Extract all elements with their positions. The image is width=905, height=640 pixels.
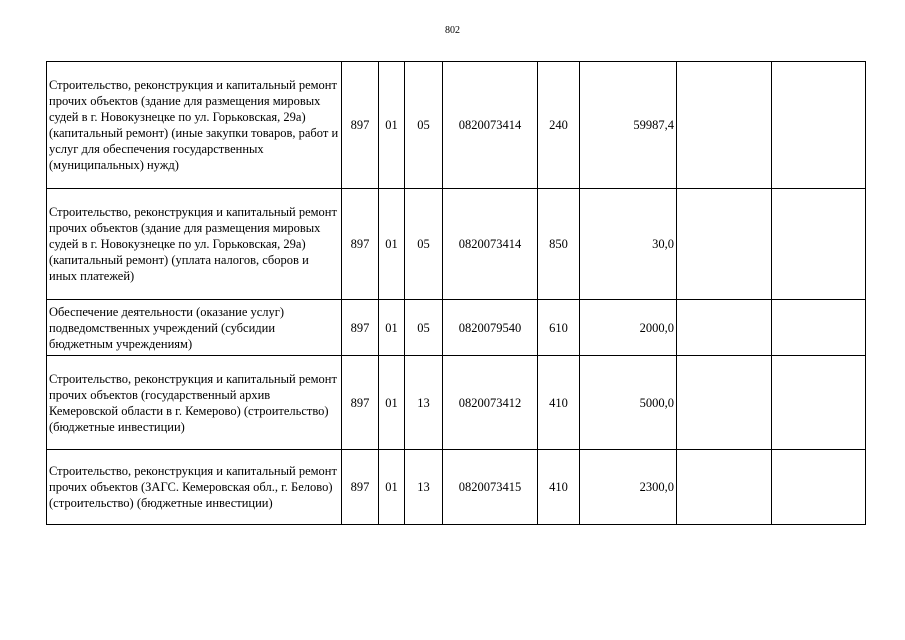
budget-table bbox=[46, 61, 866, 525]
expense-type-code: 410 bbox=[538, 450, 580, 525]
table-row bbox=[47, 62, 866, 189]
subsection-code: 05 bbox=[405, 189, 443, 300]
target-article-code: 0820073414 bbox=[443, 62, 538, 189]
extra-column-1 bbox=[677, 62, 772, 189]
target-article-code: 0820073412 bbox=[443, 356, 538, 450]
target-article-code: 0820073415 bbox=[443, 450, 538, 525]
row-description: Строительство, реконструкция и капитальный ремонт прочих объектов (государственный архив Кемеровской области в г. Кемерово) (строительство) (бюджетные инвестиции) bbox=[47, 356, 342, 450]
expense-type-code: 610 bbox=[538, 300, 580, 356]
extra-column-2 bbox=[772, 300, 866, 356]
amount: 30,0 bbox=[580, 189, 677, 300]
subsection-code: 05 bbox=[405, 300, 443, 356]
section-code: 01 bbox=[379, 450, 405, 525]
extra-column-2 bbox=[772, 450, 866, 525]
extra-column-1 bbox=[677, 450, 772, 525]
row-description: Обеспечение деятельности (оказание услуг) подведомственных учреждений (субсидии бюджетным учреждениям) bbox=[47, 300, 342, 356]
subsection-code: 13 bbox=[405, 450, 443, 525]
extra-column-2 bbox=[772, 62, 866, 189]
ministry-code: 897 bbox=[342, 189, 379, 300]
expense-type-code: 240 bbox=[538, 62, 580, 189]
table-row bbox=[47, 189, 866, 300]
ministry-code: 897 bbox=[342, 450, 379, 525]
table-row bbox=[47, 300, 866, 356]
row-description: Строительство, реконструкция и капитальный ремонт прочих объектов (здание для размещения мировых судей в г. Новокузнецке по ул. Горьковская, 29а) (капитальный ремонт) (уплата налогов, сборов и иных платежей) bbox=[47, 189, 342, 300]
amount: 5000,0 bbox=[580, 356, 677, 450]
expense-type-code: 850 bbox=[538, 189, 580, 300]
subsection-code: 13 bbox=[405, 356, 443, 450]
target-article-code: 0820073414 bbox=[443, 189, 538, 300]
ministry-code: 897 bbox=[342, 300, 379, 356]
ministry-code: 897 bbox=[342, 356, 379, 450]
extra-column-1 bbox=[677, 356, 772, 450]
amount: 59987,4 bbox=[580, 62, 677, 189]
page-number: 802 bbox=[445, 25, 460, 36]
amount: 2300,0 bbox=[580, 450, 677, 525]
section-code: 01 bbox=[379, 300, 405, 356]
table-row bbox=[47, 356, 866, 450]
extra-column-2 bbox=[772, 356, 866, 450]
amount: 2000,0 bbox=[580, 300, 677, 356]
section-code: 01 bbox=[379, 356, 405, 450]
expense-type-code: 410 bbox=[538, 356, 580, 450]
section-code: 01 bbox=[379, 189, 405, 300]
subsection-code: 05 bbox=[405, 62, 443, 189]
table-row bbox=[47, 450, 866, 525]
row-description: Строительство, реконструкция и капитальный ремонт прочих объектов (ЗАГС. Кемеровская обл., г. Белово) (строительство) (бюджетные инвестиции) bbox=[47, 450, 342, 525]
row-description: Строительство, реконструкция и капитальный ремонт прочих объектов (здание для размещения мировых судей в г. Новокузнецке по ул. Горьковская, 29а) (капитальный ремонт) (иные закупки товаров, работ и услуг для обеспечения государственных (муниципальных) нужд) bbox=[47, 62, 342, 189]
target-article-code: 0820079540 bbox=[443, 300, 538, 356]
section-code: 01 bbox=[379, 62, 405, 189]
extra-column-1 bbox=[677, 189, 772, 300]
ministry-code: 897 bbox=[342, 62, 379, 189]
extra-column-1 bbox=[677, 300, 772, 356]
extra-column-2 bbox=[772, 189, 866, 300]
